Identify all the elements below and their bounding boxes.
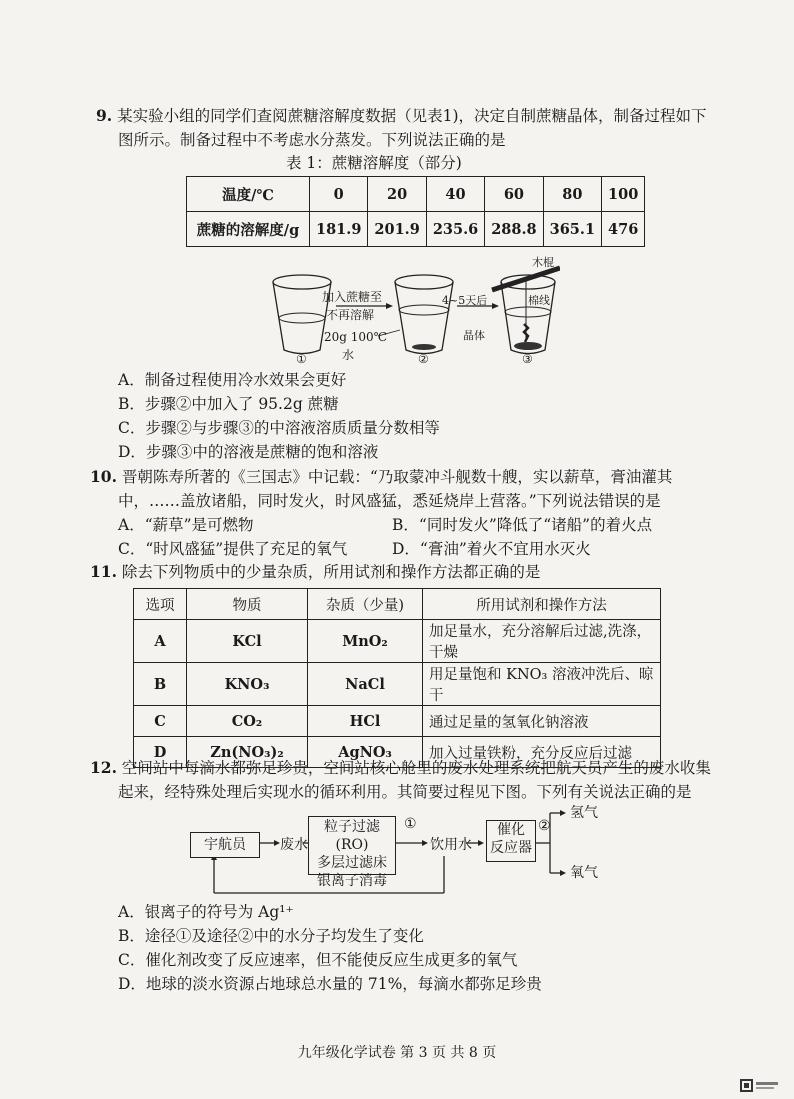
crystal-label: 晶体: [463, 329, 485, 342]
impurity-table: [133, 588, 661, 768]
table-cell: 加足量水，充分溶解后过滤,洗涤，干燥: [423, 620, 661, 663]
table-cell: 476: [602, 212, 645, 247]
q11-number: 11.: [90, 562, 117, 581]
table-row: [187, 177, 645, 212]
q10-stem-1: 晋朝陈寿所著的《三国志》中记载：“乃取蒙冲斗舰数十艘，实以薪草，膏油灌其: [121, 468, 673, 486]
table-cell: KNO₃: [187, 663, 308, 706]
filter-step-1: 粒子过滤(RO): [324, 819, 380, 853]
table-cell: B: [134, 663, 187, 706]
hydrogen-label: 氢气: [570, 805, 598, 821]
table-row: [187, 212, 645, 247]
table-cell: HCl: [308, 706, 423, 737]
q9-table-title: 表 1：蔗糖溶解度（部分): [286, 154, 462, 172]
water-label-1: 20g 100℃: [324, 330, 388, 344]
table-row: [134, 663, 661, 706]
reactor-line-1: 催化: [497, 822, 525, 838]
q12-option-c: C．催化剂改变了反应速率，但不能使反应生成更多的氧气: [118, 951, 518, 969]
table-cell: MnO₂: [308, 620, 423, 663]
table-cell: 物质: [187, 589, 308, 620]
table-cell: 蔗糖的溶解度/g: [187, 212, 310, 247]
q9-option-a: A．制备过程使用冷水效果会更好: [118, 371, 347, 389]
table-row: [134, 620, 661, 663]
table-cell: 80: [543, 177, 601, 212]
filter-step-2: 多层过滤床: [317, 855, 387, 871]
solubility-table: [186, 176, 645, 247]
table-cell: 201.9: [368, 212, 426, 247]
arrow2-label: 4~5天后: [442, 294, 488, 307]
reactor-line-2: 反应器: [490, 840, 532, 856]
table-cell: 0: [310, 177, 368, 212]
stick-label: 木棍: [532, 256, 554, 269]
q12-line1: [90, 758, 711, 778]
table-cell: C: [134, 706, 187, 737]
page-footer: 九年级化学试卷 第 3 页 共 8 页: [297, 1045, 497, 1061]
water-label-2: 水: [342, 348, 355, 362]
path-2-label: ②: [538, 818, 551, 834]
table-cell: 20: [368, 177, 426, 212]
beaker-1: [273, 275, 331, 354]
table-cell: 通过足量的氢氧化钠溶液: [423, 706, 661, 737]
table-cell: NaCl: [308, 663, 423, 706]
table-cell: 288.8: [485, 212, 543, 247]
q11-line1: [90, 562, 540, 582]
q10-option-d: D．“膏油”着火不宜用水灭火: [392, 540, 591, 558]
q10-stem-2: 中，……盖放诸船，同时发火，时风盛猛，悉延烧岸上营落。”下列说法错误的是: [118, 492, 661, 510]
arrow1-label-top: 加入蔗糖至: [322, 290, 383, 304]
q12-option-a: A．银离子的符号为 Ag¹⁺: [118, 903, 294, 921]
step-3-label: ③: [522, 352, 533, 366]
table-cell: KCl: [187, 620, 308, 663]
table-cell: 40: [426, 177, 484, 212]
arrow1-label-bottom: 不再溶解: [326, 308, 375, 322]
drinking-water-label: 饮用水: [430, 837, 472, 853]
q9-stem-1: 某实验小组的同学们查阅蔗糖溶解度数据（见表1)，决定自制蔗糖晶体，制备过程如下: [117, 107, 707, 125]
thread-label: 棉线: [528, 294, 550, 307]
q9-stem-2: 图所示。制备过程中不考虑水分蒸发。下列说法正确的是: [118, 131, 506, 149]
table-cell: D: [134, 737, 187, 768]
table-cell: A: [134, 620, 187, 663]
table-cell: 235.6: [426, 212, 484, 247]
q9-option-c: C．步骤②与步骤③的中溶液溶质质量分数相等: [118, 419, 440, 437]
beaker-3: [492, 268, 560, 354]
catalytic-reactor-box: [486, 820, 536, 862]
q12-option-b: B．途径①及途径②中的水分子均发生了变化: [118, 927, 424, 945]
table-cell: 温度/℃: [187, 177, 310, 212]
beaker-2: [395, 275, 453, 354]
table-row: [134, 589, 661, 620]
q12-stem-2: 起来，经特殊处理后实现水的循环利用。其简要过程见下图。下列有关说法正确的是: [118, 783, 692, 801]
wastewater-label: 废水: [280, 837, 308, 853]
q9-option-d: D．步骤③中的溶液是蔗糖的饱和溶液: [118, 443, 379, 461]
q12-stem-1: 空间站中每滴水都弥足珍贵，空间站核心舱里的废水处理系统把航天员产生的废水收集: [121, 759, 711, 777]
q12-option-d: D．地球的淡水资源占地球总水量的 71%，每滴水都弥足珍贵: [118, 975, 542, 993]
table-cell: 杂质（少量): [308, 589, 423, 620]
q10-option-c: C．“时风盛猛”提供了充足的氧气: [118, 540, 348, 558]
table-cell: 用足量饱和 KNO₃ 溶液冲洗后、晾干: [423, 663, 661, 706]
table-cell: 181.9: [310, 212, 368, 247]
table-cell: 100: [602, 177, 645, 212]
table-cell: AgNO₃: [308, 737, 423, 768]
table-cell: 365.1: [543, 212, 601, 247]
q10-line1: [90, 467, 672, 487]
table-row: [134, 706, 661, 737]
table-cell: 60: [485, 177, 543, 212]
filter-box: [308, 816, 396, 889]
qr-code-icon: [740, 1078, 780, 1094]
table-cell: 加入过量铁粉，充分反应后过滤: [423, 737, 661, 768]
q9-number: 9.: [96, 106, 113, 125]
table-cell: 选项: [134, 589, 187, 620]
water-cycle-flow-lines: [200, 808, 640, 908]
q9-option-b: B．步骤②中加入了 95.2g 蔗糖: [118, 395, 339, 413]
table-cell: 所用试剂和操作方法: [423, 589, 661, 620]
step-1-label: ①: [296, 352, 307, 366]
filter-step-3: 银离子消毒: [317, 873, 387, 889]
astronaut-box: 宇航员: [190, 832, 260, 858]
q10-number: 10.: [90, 467, 117, 486]
oxygen-label: 氧气: [570, 865, 598, 881]
table-cell: Zn(NO₃)₂: [187, 737, 308, 768]
path-1-label: ①: [404, 816, 417, 832]
q9-line1: [96, 106, 707, 126]
q11-stem-1: 除去下列物质中的少量杂质，所用试剂和操作方法都正确的是: [121, 563, 541, 581]
step-2-label: ②: [418, 352, 429, 366]
q10-option-a: A．“薪草”是可燃物: [118, 516, 254, 534]
q12-number: 12.: [90, 758, 117, 777]
q10-option-b: B．“同时发火”降低了“诸船”的着火点: [392, 516, 653, 534]
table-cell: CO₂: [187, 706, 308, 737]
